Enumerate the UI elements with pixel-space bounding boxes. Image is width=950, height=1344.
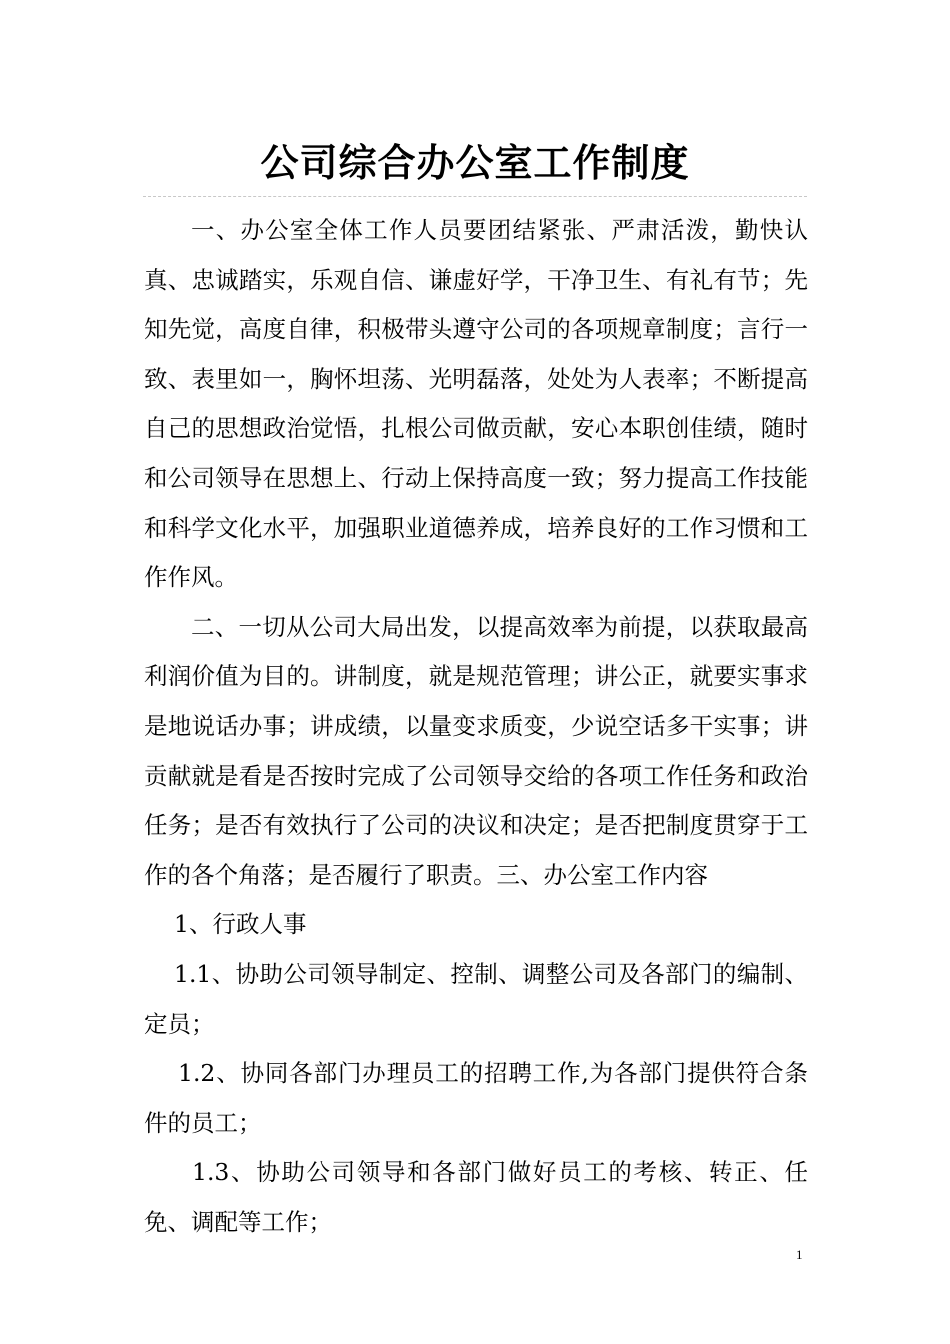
paragraph-2: 二、一切从公司大局出发，以提高效率为前提，以获取最高利润价值为目的。讲制度，就是规范管理；讲公正，就要实事求是地说话办事；讲成绩，以量变求质变，少说空话多干实事；讲贡献就是看是否按时完成了公司领导交给的各项工作任务和政治任务；是否有效执行了公司的决议和决定；是否把制度贯穿于工作的各个角落；是否履行了职责。三、办公室工作内容 — [144, 612, 808, 889]
paragraph-1: 一、办公室全体工作人员要团结紧张、严肃活泼，勤快认真、忠诚踏实，乐观自信、谦虚好学，干净卫生、有礼有节；先知先觉，高度自律，积极带头遵守公司的各项规章制度；言行一致、表里如一，胸怀坦荡、光明磊落，处处为人表率；不断提高自己的思想政治觉悟，扎根公司做贡献，安心本职创佳绩，随时和公司领导在思想上、行动上保持高度一致；努力提高工作技能和科学文化水平，加强职业道德养成，培养良好的工作习惯和工作作风。 — [144, 216, 808, 592]
item-1-2: 1.2、协同各部门办理员工的招聘工作,为各部门提供符合条件的员工； — [144, 1059, 808, 1137]
section-heading-1: 1、行政人事 — [174, 910, 307, 939]
title-divider — [143, 196, 807, 197]
document-body — [144, 206, 808, 1247]
document-title: 公司综合办公室工作制度 — [260, 141, 690, 185]
item-1-1: 1.1、协助公司领导制定、控制、调整公司及各部门的编制、定员； — [144, 959, 808, 1038]
page-number: 1 — [796, 1247, 803, 1262]
item-1-3: 1.3、协助公司领导和各部门做好员工的考核、转正、任免、调配等工作； — [144, 1158, 808, 1236]
